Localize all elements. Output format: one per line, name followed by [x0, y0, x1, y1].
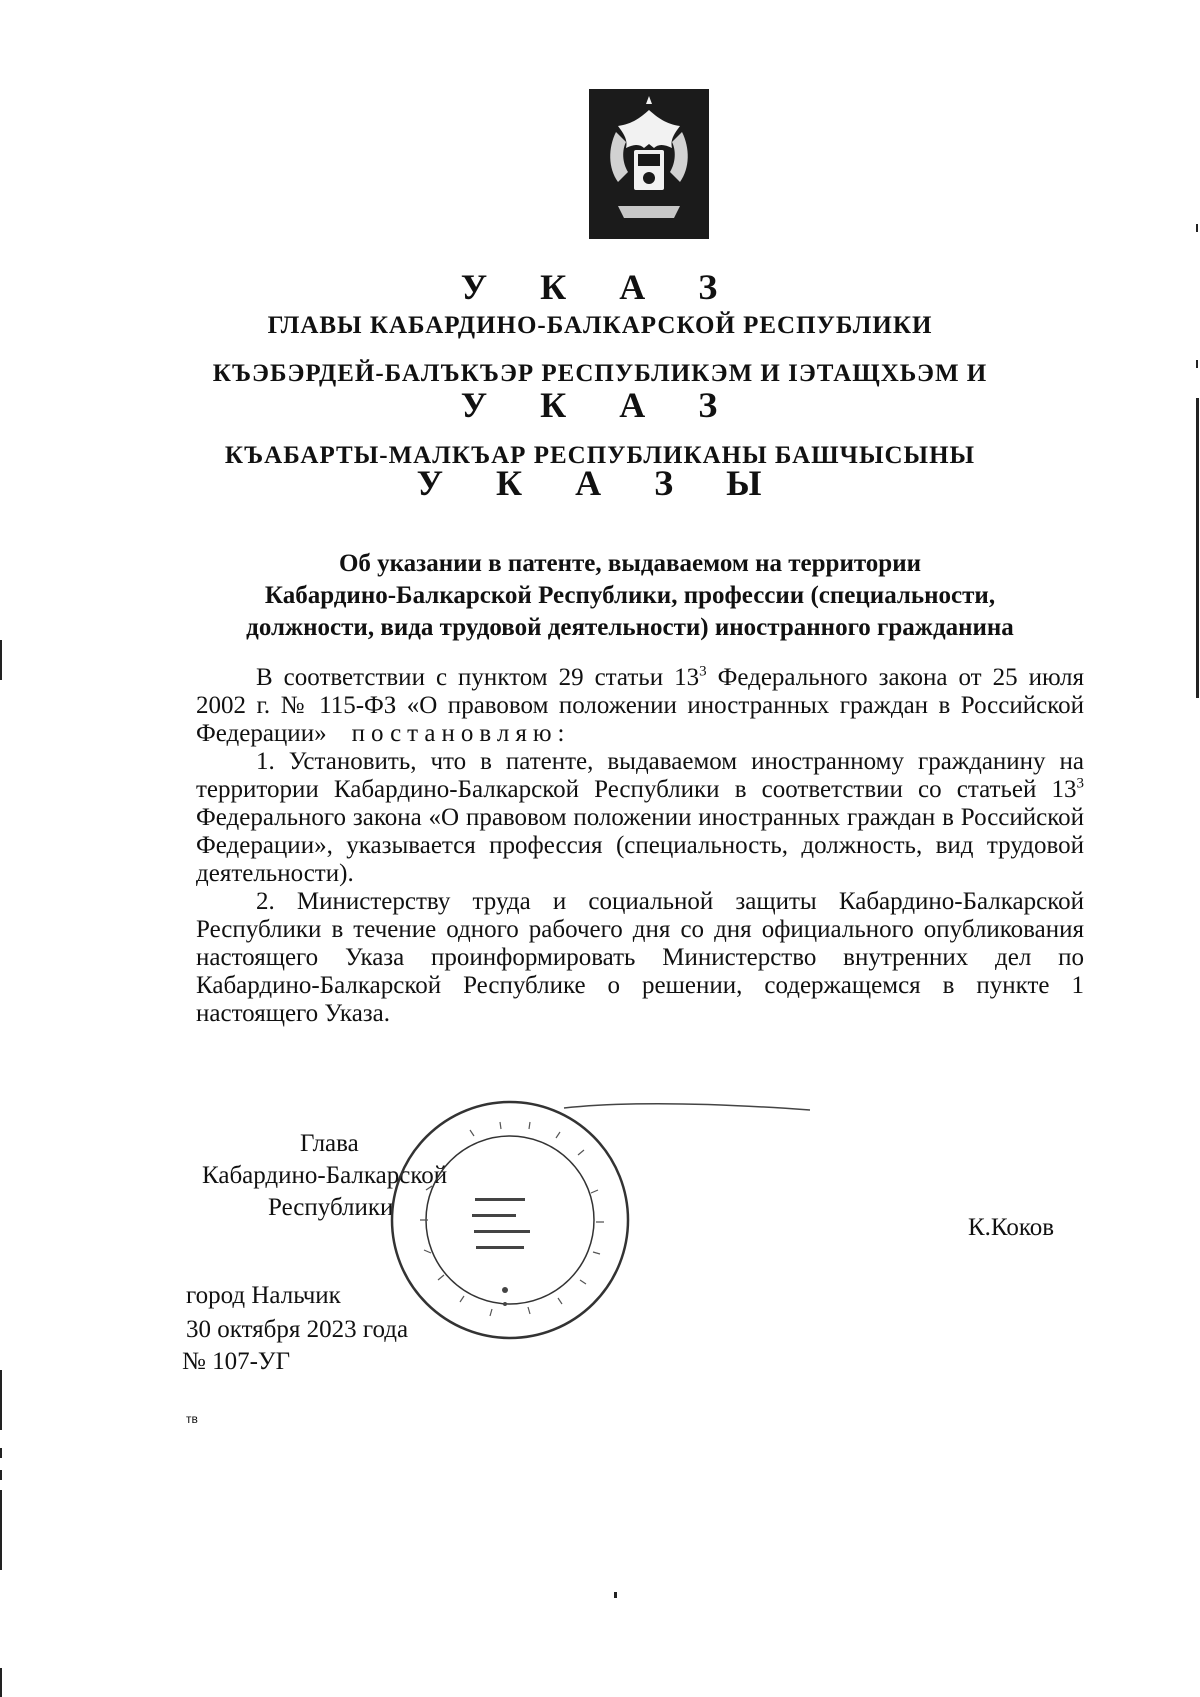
clause-1: 1. Установить, что в патенте, выдаваемом иностранному гражданину на территории Кабардино-Балкарской Республики в соответствии со статьей $13^3$ Федерального закона «О правовом положении иностранных граждан в Российской Федерации», указывается профессия (специальность, должность, вид трудовой деятельности). — [196, 748, 1084, 887]
scan-edge-mark — [0, 1370, 2, 1430]
subject-line: Кабардино-Балкарской Республики, профессии (специальности, — [264, 582, 996, 609]
decree-body — [196, 664, 1084, 1028]
signatory-title-2: Кабардино-Балкарской — [202, 1162, 448, 1189]
issue-city: город Нальчик — [186, 1282, 341, 1309]
issue-date: 30 октября 2023 года — [186, 1316, 409, 1343]
preamble-paragraph: В соответствии с пунктом 29 статьи $13^3$ Федерального закона от 25 июля 2002 г. № 115-ФЗ «О правовом положении иностранных граждан в Российской Федерации» постановляю: — [196, 663, 1084, 747]
signatory-name: К.Коков — [968, 1214, 1055, 1241]
decree-number: № 107-УГ — [182, 1348, 291, 1375]
clause-2: 2. Министерству труда и социальной защиты Кабардино-Балкарской Республики в течение одного рабочего дня со дня официального опубликования настоящего Указа проинформировать Министерство внутренних дел по Кабардино-Балкарской Республике о решении, содержащемся в пункте 1 настоящего Указа. — [196, 888, 1084, 1027]
scan-edge-mark — [0, 1448, 2, 1458]
scan-edge-mark — [0, 1668, 2, 1697]
issuer-kabardian: КЪЭБЭРДЕЙ-БАЛЪКЪЭР РЕСПУБЛИКЭМ И ІЭТАЩХЬЭМ И — [212, 360, 988, 387]
decree-word-kabardian: У К А З — [460, 385, 740, 425]
scan-edge-mark — [1196, 360, 1198, 368]
decree-word: У К А З — [460, 267, 740, 307]
decree-verb: постановляю: — [351, 720, 571, 747]
issuer-russian: ГЛАВЫ КАБАРДИНО-БАЛКАРСКОЙ РЕСПУБЛИКИ — [267, 312, 933, 339]
scan-edge-mark — [0, 640, 2, 680]
subject-line: должности, вида трудовой деятельности) иностранного гражданина — [246, 614, 1014, 641]
signatory-title-1: Глава — [300, 1130, 359, 1157]
scan-edge-mark — [1196, 224, 1198, 232]
official-round-seal-icon — [380, 1090, 640, 1350]
kbr-coat-of-arms-icon — [588, 88, 710, 240]
decree-subject — [180, 548, 1080, 644]
decree-word-balkar: У К А З Ы — [416, 463, 784, 503]
scan-edge-mark — [1196, 398, 1199, 698]
scan-speck — [614, 1592, 617, 1598]
executor-initials: тв — [186, 1412, 198, 1426]
issuer-balkar: КЪАБАРТЫ-МАЛКЪАР РЕСПУБЛИКАНЫ БАШЧЫСЫНЫ — [224, 442, 976, 469]
scan-edge-mark — [0, 1490, 2, 1570]
signatory-title-3: Республики — [268, 1194, 394, 1221]
scan-edge-mark — [0, 1470, 2, 1480]
subject-line: Об указании в патенте, выдаваемом на территории — [338, 550, 922, 577]
